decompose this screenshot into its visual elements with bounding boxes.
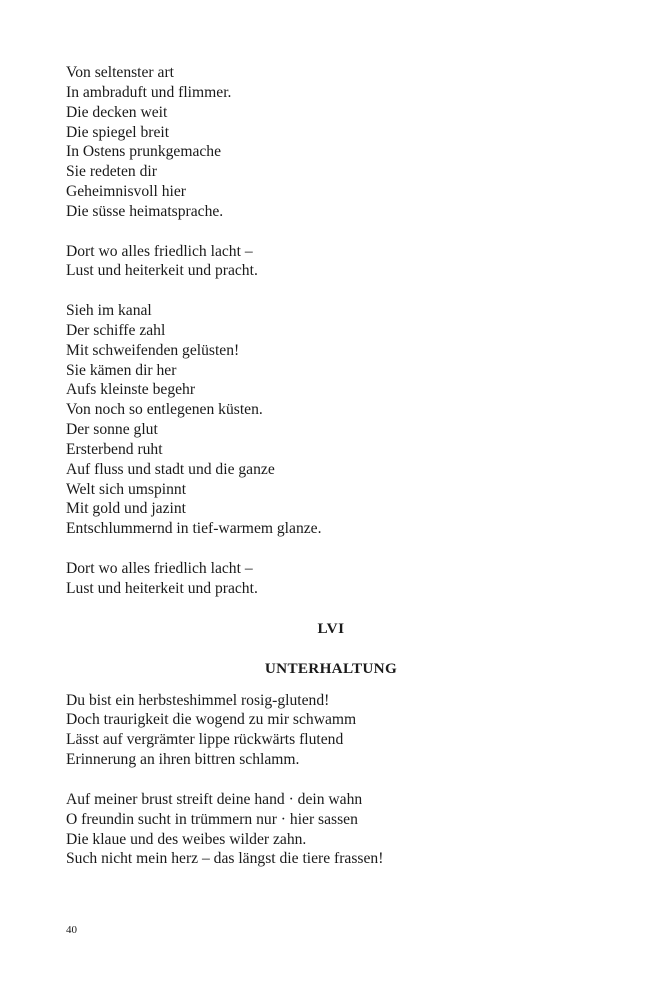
verse-line: Die klaue und des weibes wilder zahn. [66, 830, 307, 848]
verse-line: Mit gold und jazint [66, 500, 186, 518]
verse-line: Dort wo alles friedlich lacht – [66, 242, 253, 260]
verse-line: Du bist ein herbsteshimmel rosig-glutend! [66, 691, 330, 709]
poem-number-heading: LVI [317, 619, 345, 637]
verse-line: Geheimnisvoll hier [66, 183, 186, 201]
verse-line: Der sonne glut [66, 421, 158, 439]
verse-line: Von seltenster art [66, 64, 174, 81]
poem-part-1 [66, 63, 606, 599]
verse-line: Mit schweifenden gelüsten! [66, 341, 240, 359]
verse-line: Lässt auf vergrämter lippe rückwärts flutend [66, 731, 344, 749]
verse-line: Entschlummernd in tief-warmem glanze. [66, 520, 322, 538]
verse-line: Lust und heiterkeit und pracht. [66, 262, 258, 280]
verse-line: Die decken weit [66, 103, 168, 121]
verse-line: Ersterbend ruht [66, 440, 163, 458]
stanza [66, 691, 606, 770]
poem-title-heading: UNTERHALTUNG [264, 659, 398, 677]
poem-part-2 [66, 691, 606, 870]
verse-line: Sie redeten dir [66, 163, 157, 181]
verse-line: Doch traurigkeit die wogend zu mir schwamm [66, 711, 357, 729]
page-body [66, 63, 606, 869]
verse-line: Sieh im kanal [66, 302, 152, 320]
verse-line: Auf meiner brust streift deine hand · dein wahn [66, 790, 363, 808]
verse-line: Erinnerung an ihren bittren schlamm. [66, 751, 300, 769]
verse-line: Such nicht mein herz – das längst die tiere frassen! [66, 850, 384, 868]
verse-line: Von noch so entlegenen küsten. [66, 401, 263, 419]
refrain-stanza [66, 242, 606, 282]
verse-line: Lust und heiterkeit und pracht. [66, 579, 258, 597]
verse-line: In Ostens prunkgemache [66, 143, 222, 161]
verse-line: Die süsse heimatsprache. [66, 202, 224, 220]
verse-line: In ambraduft und flimmer. [66, 83, 232, 101]
verse-line: Dort wo alles friedlich lacht – [66, 559, 253, 577]
verse-line: Sie kämen dir her [66, 361, 177, 379]
stanza [66, 790, 606, 869]
verse-line: Auf fluss und stadt und die ganze [66, 460, 275, 478]
verse-line: Aufs kleinste begehr [66, 381, 196, 399]
verse-line: Der schiffe zahl [66, 321, 166, 339]
stanza [66, 63, 606, 222]
verse-line: Welt sich umspinnt [66, 480, 187, 498]
stanza [66, 301, 606, 539]
verse-line: O freundin sucht in trümmern nur · hier sassen [66, 810, 358, 828]
verse-line: Die spiegel breit [66, 123, 170, 141]
page-number: 40 [66, 924, 77, 936]
refrain-stanza [66, 559, 606, 599]
